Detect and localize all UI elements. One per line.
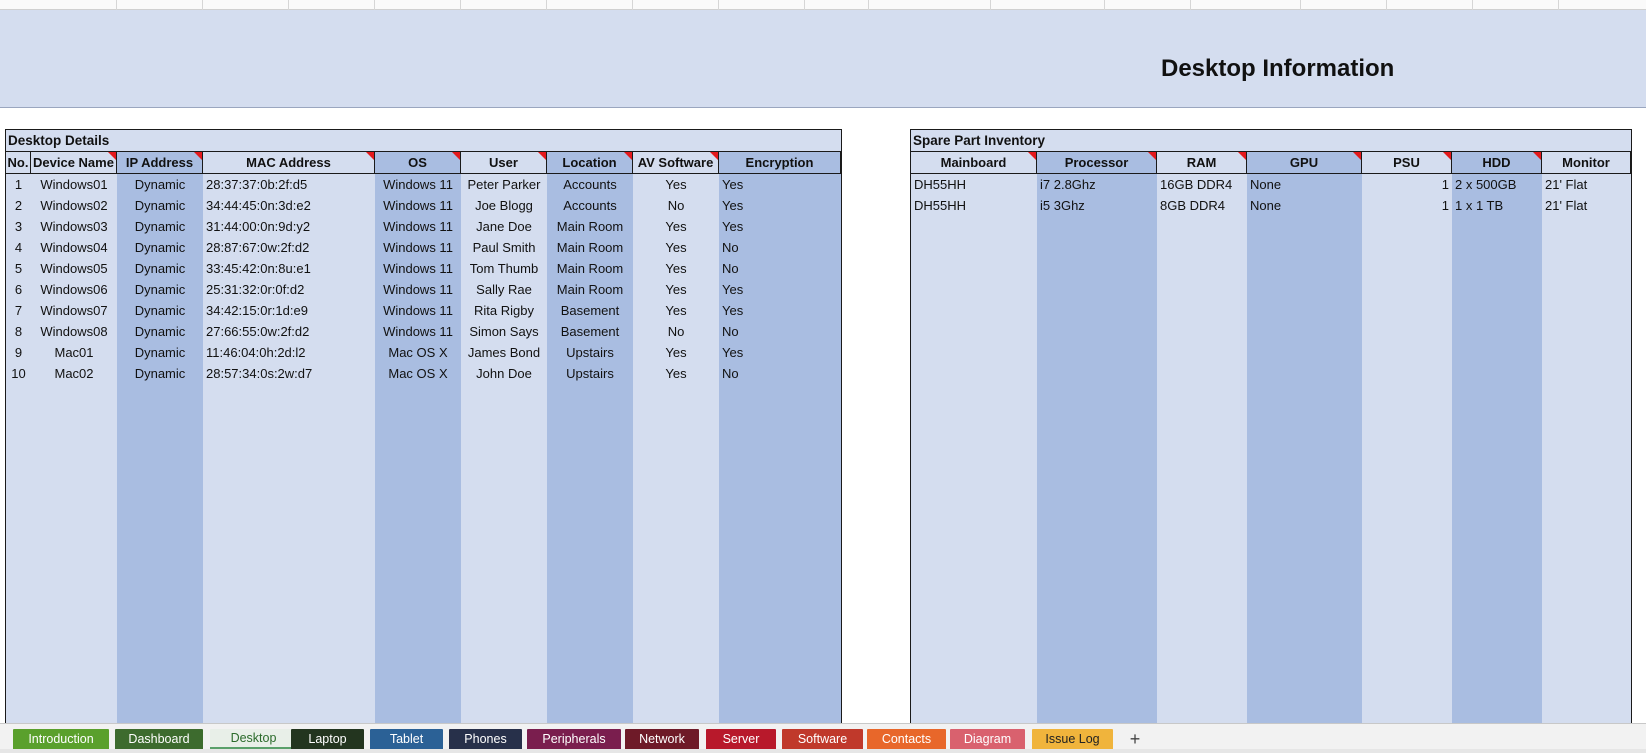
sheet-tab-dashboard[interactable]: Dashboard xyxy=(115,729,203,750)
sheet-tab-peripherals[interactable]: Peripherals xyxy=(527,729,621,750)
column-gridline xyxy=(546,0,547,10)
desktop-cell[interactable]: Dynamic xyxy=(134,240,186,255)
sheet-tab-introduction[interactable]: Introduction xyxy=(13,729,109,750)
desktop-cell[interactable]: Windows 11 xyxy=(383,240,453,255)
desktop-cell[interactable]: No xyxy=(722,261,739,276)
spare-part-header-psu[interactable]: PSU xyxy=(1362,152,1452,174)
desktop-cell[interactable]: Main Room xyxy=(556,282,624,297)
desktop-cell[interactable]: Dynamic xyxy=(134,366,186,381)
desktop-cell[interactable]: 6 xyxy=(14,282,23,297)
spare-part-cell[interactable]: DH55HH xyxy=(914,177,967,192)
desktop-cell[interactable]: Windows04 xyxy=(40,240,108,255)
column-gridline xyxy=(990,0,991,10)
desktop-cell[interactable]: 5 xyxy=(14,261,23,276)
desktop-cell[interactable]: 10 xyxy=(11,366,26,381)
desktop-header-user[interactable]: User xyxy=(461,152,547,174)
spare-part-column-bg xyxy=(1542,152,1631,728)
sheet-tab-laptop[interactable]: Laptop xyxy=(291,729,364,750)
desktop-cell[interactable]: No xyxy=(722,324,739,339)
column-gridline xyxy=(1300,0,1301,10)
desktop-cell[interactable]: Windows 11 xyxy=(383,282,453,297)
desktop-cell[interactable]: Yes xyxy=(665,219,687,234)
desktop-cell[interactable]: Peter Parker xyxy=(467,177,541,192)
sheet-tab-desktop[interactable]: Desktop xyxy=(210,729,297,750)
desktop-cell[interactable]: Dynamic xyxy=(134,177,186,192)
spare-part-cell[interactable]: DH55HH xyxy=(914,198,967,213)
desktop-cell[interactable]: 33:45:42:0n:8u:e1 xyxy=(206,261,311,276)
spare-part-header-mainboard[interactable]: Mainboard xyxy=(911,152,1037,174)
desktop-cell[interactable]: 1 xyxy=(14,177,23,192)
desktop-cell[interactable]: 9 xyxy=(14,345,23,360)
sheet-tab-software[interactable]: Software xyxy=(782,729,863,750)
spare-part-column-bg xyxy=(1362,152,1452,728)
sheet-tab-diagram[interactable]: Diagram xyxy=(950,729,1025,750)
desktop-cell[interactable]: Windows03 xyxy=(40,219,108,234)
spare-part-cell[interactable]: None xyxy=(1250,177,1282,192)
desktop-header-device-name[interactable]: Device Name xyxy=(31,152,117,174)
desktop-cell[interactable]: Paul Smith xyxy=(472,240,536,255)
column-header-strip xyxy=(0,0,1646,10)
column-gridline xyxy=(1190,0,1191,10)
spare-part-column-bg xyxy=(1037,152,1157,728)
spare-part-cell[interactable]: None xyxy=(1250,198,1282,213)
comment-indicator-icon xyxy=(538,152,546,160)
comment-indicator-icon xyxy=(624,152,632,160)
spare-part-header-gpu[interactable]: GPU xyxy=(1247,152,1362,174)
comment-indicator-icon xyxy=(108,152,116,160)
column-gridline xyxy=(1472,0,1473,10)
desktop-cell[interactable]: Yes xyxy=(722,219,744,234)
spare-part-cell[interactable]: 1 xyxy=(1441,198,1449,213)
desktop-cell[interactable]: Yes xyxy=(665,240,687,255)
column-gridline xyxy=(1386,0,1387,10)
desktop-cell[interactable]: Windows 11 xyxy=(383,303,453,318)
desktop-cell[interactable]: No xyxy=(722,366,739,381)
desktop-cell[interactable]: 3 xyxy=(14,219,23,234)
desktop-cell[interactable]: Upstairs xyxy=(566,366,614,381)
desktop-cell[interactable]: Upstairs xyxy=(566,345,614,360)
comment-indicator-icon xyxy=(452,152,460,160)
desktop-cell[interactable]: Yes xyxy=(722,198,744,213)
desktop-cell[interactable]: 2 xyxy=(14,198,23,213)
desktop-cell[interactable]: Yes xyxy=(665,366,687,381)
spare-part-cell[interactable]: 8GB DDR4 xyxy=(1160,198,1226,213)
desktop-cell[interactable]: Dynamic xyxy=(134,324,186,339)
desktop-cell[interactable]: Tom Thumb xyxy=(469,261,539,276)
desktop-cell[interactable]: John Doe xyxy=(476,366,532,381)
desktop-cell[interactable]: 31:44:00:0n:9d:y2 xyxy=(206,219,311,234)
desktop-cell[interactable]: 8 xyxy=(14,324,23,339)
desktop-cell[interactable]: Joe Blogg xyxy=(475,198,533,213)
desktop-cell[interactable]: Mac02 xyxy=(54,366,94,381)
comment-indicator-icon xyxy=(194,152,202,160)
desktop-cell[interactable]: 28:57:34:0s:2w:d7 xyxy=(206,366,313,381)
spare-part-cell[interactable]: 21' Flat xyxy=(1545,198,1588,213)
comment-indicator-icon xyxy=(1148,152,1156,160)
desktop-cell[interactable]: Yes xyxy=(722,345,744,360)
column-gridline xyxy=(116,0,117,10)
add-sheet-button[interactable]: + xyxy=(1129,729,1141,749)
desktop-cell[interactable]: Dynamic xyxy=(134,303,186,318)
sheet-tab-issue-log[interactable]: Issue Log xyxy=(1032,729,1113,750)
desktop-cell[interactable]: No xyxy=(722,240,739,255)
desktop-cell[interactable]: No xyxy=(667,324,685,339)
spare-part-inventory-table xyxy=(910,129,1632,729)
desktop-cell[interactable]: 4 xyxy=(14,240,23,255)
spare-part-cell[interactable]: 1 x 1 TB xyxy=(1455,198,1504,213)
desktop-header-ip-address[interactable]: IP Address xyxy=(117,152,203,174)
comment-indicator-icon xyxy=(710,152,718,160)
spare-part-cell[interactable]: i7 2.8Ghz xyxy=(1040,177,1096,192)
desktop-cell[interactable]: Mac OS X xyxy=(388,345,448,360)
column-gridline xyxy=(868,0,869,10)
desktop-cell[interactable]: Yes xyxy=(665,303,687,318)
desktop-cell[interactable]: Mac01 xyxy=(54,345,94,360)
desktop-cell[interactable]: Dynamic xyxy=(134,198,186,213)
desktop-cell[interactable]: Windows01 xyxy=(40,177,108,192)
desktop-cell[interactable]: 7 xyxy=(14,303,23,318)
spare-part-column-bg xyxy=(1157,152,1247,728)
desktop-cell[interactable]: 11:46:04:0h:2d:l2 xyxy=(206,345,306,360)
spare-part-cell[interactable]: 1 xyxy=(1441,177,1449,192)
column-gridline xyxy=(1558,0,1559,10)
desktop-cell[interactable]: Simon Says xyxy=(469,324,539,339)
desktop-header-encryption[interactable]: Encryption xyxy=(719,152,841,174)
sheet-tab-tablet[interactable]: Tablet xyxy=(370,729,443,750)
column-gridline xyxy=(374,0,375,10)
spare-part-inventory-title: Spare Part Inventory xyxy=(911,130,1631,152)
desktop-cell[interactable]: Yes xyxy=(665,282,687,297)
desktop-cell[interactable]: Yes xyxy=(722,282,744,297)
spare-part-cell[interactable]: 2 x 500GB xyxy=(1455,177,1517,192)
desktop-cell[interactable]: Yes xyxy=(722,177,744,192)
sheet-tab-network[interactable]: Network xyxy=(625,729,699,750)
desktop-cell[interactable]: Dynamic xyxy=(134,219,186,234)
desktop-cell[interactable]: Jane Doe xyxy=(476,219,532,234)
desktop-cell[interactable]: Main Room xyxy=(556,240,624,255)
desktop-cell[interactable]: Basement xyxy=(560,324,620,339)
page-title: Desktop Information xyxy=(1161,55,1395,82)
desktop-cell[interactable]: Windows05 xyxy=(40,261,108,276)
column-gridline xyxy=(632,0,633,10)
desktop-header-no[interactable]: No. xyxy=(6,152,31,174)
desktop-cell[interactable]: Dynamic xyxy=(134,345,186,360)
desktop-cell[interactable]: Rita Rigby xyxy=(474,303,534,318)
comment-indicator-icon xyxy=(1353,152,1361,160)
desktop-cell[interactable]: Windows 11 xyxy=(383,261,453,276)
sheet-tab-contacts[interactable]: Contacts xyxy=(867,729,946,750)
desktop-cell[interactable]: Basement xyxy=(560,303,620,318)
desktop-header-mac-address[interactable]: MAC Address xyxy=(203,152,375,174)
comment-indicator-icon xyxy=(1443,152,1451,160)
spare-part-cell[interactable]: 21' Flat xyxy=(1545,177,1588,192)
desktop-cell[interactable]: Windows08 xyxy=(40,324,108,339)
desktop-cell[interactable]: Accounts xyxy=(563,177,617,192)
spare-part-column-bg xyxy=(911,152,1037,728)
desktop-cell[interactable]: Windows07 xyxy=(40,303,108,318)
desktop-details-title: Desktop Details xyxy=(6,130,841,152)
comment-indicator-icon xyxy=(1238,152,1246,160)
desktop-header-location[interactable]: Location xyxy=(547,152,633,174)
desktop-cell[interactable]: Windows06 xyxy=(40,282,108,297)
sheet-tab-server[interactable]: Server xyxy=(706,729,776,750)
desktop-cell[interactable]: Windows 11 xyxy=(383,324,453,339)
sheet-tab-phones[interactable]: Phones xyxy=(449,729,522,750)
desktop-cell[interactable]: Yes xyxy=(722,303,744,318)
desktop-cell[interactable]: Windows 11 xyxy=(383,198,453,213)
desktop-cell[interactable]: 34:42:15:0r:1d:e9 xyxy=(206,303,308,318)
desktop-cell[interactable]: No xyxy=(667,198,685,213)
desktop-header-os[interactable]: OS xyxy=(375,152,461,174)
column-gridline xyxy=(460,0,461,10)
desktop-cell[interactable]: Yes xyxy=(665,261,687,276)
spare-part-column-bg xyxy=(1247,152,1362,728)
spare-part-header-hdd[interactable]: HDD xyxy=(1452,152,1542,174)
desktop-cell[interactable]: 34:44:45:0n:3d:e2 xyxy=(206,198,311,213)
desktop-cell[interactable]: Dynamic xyxy=(134,261,186,276)
desktop-cell[interactable]: 28:87:67:0w:2f:d2 xyxy=(206,240,310,255)
desktop-cell[interactable]: Main Room xyxy=(556,219,624,234)
desktop-cell[interactable]: Windows 11 xyxy=(383,177,453,192)
spare-part-column-bg xyxy=(1452,152,1542,728)
column-gridline xyxy=(804,0,805,10)
desktop-cell[interactable]: 27:66:55:0w:2f:d2 xyxy=(206,324,310,339)
column-gridline xyxy=(288,0,289,10)
desktop-cell[interactable]: Yes xyxy=(665,345,687,360)
spare-part-cell[interactable]: 16GB DDR4 xyxy=(1160,177,1233,192)
spare-part-header-ram[interactable]: RAM xyxy=(1157,152,1247,174)
desktop-cell[interactable]: Accounts xyxy=(563,198,617,213)
title-banner xyxy=(0,10,1646,108)
desktop-header-av-software[interactable]: AV Software xyxy=(633,152,719,174)
desktop-cell[interactable]: Windows 11 xyxy=(383,219,453,234)
desktop-cell[interactable]: Yes xyxy=(665,177,687,192)
spare-part-header-monitor[interactable]: Monitor xyxy=(1542,152,1631,174)
desktop-cell[interactable]: Main Room xyxy=(556,261,624,276)
desktop-cell[interactable]: 25:31:32:0r:0f:d2 xyxy=(206,282,305,297)
comment-indicator-icon xyxy=(1533,152,1541,160)
desktop-cell[interactable]: 28:37:37:0b:2f:d5 xyxy=(206,177,308,192)
desktop-cell[interactable]: James Bond xyxy=(467,345,541,360)
comment-indicator-icon xyxy=(1028,152,1036,160)
desktop-details-table xyxy=(5,129,842,729)
spare-part-cell[interactable]: i5 3Ghz xyxy=(1040,198,1085,213)
column-gridline xyxy=(718,0,719,10)
desktop-cell[interactable]: Windows02 xyxy=(40,198,108,213)
spare-part-header-processor[interactable]: Processor xyxy=(1037,152,1157,174)
horizontal-scrollbar[interactable] xyxy=(0,749,1646,753)
comment-indicator-icon xyxy=(366,152,374,160)
desktop-cell[interactable]: Sally Rae xyxy=(476,282,532,297)
desktop-cell[interactable]: Dynamic xyxy=(134,282,186,297)
desktop-cell[interactable]: Mac OS X xyxy=(388,366,448,381)
column-gridline xyxy=(1104,0,1105,10)
column-gridline xyxy=(202,0,203,10)
